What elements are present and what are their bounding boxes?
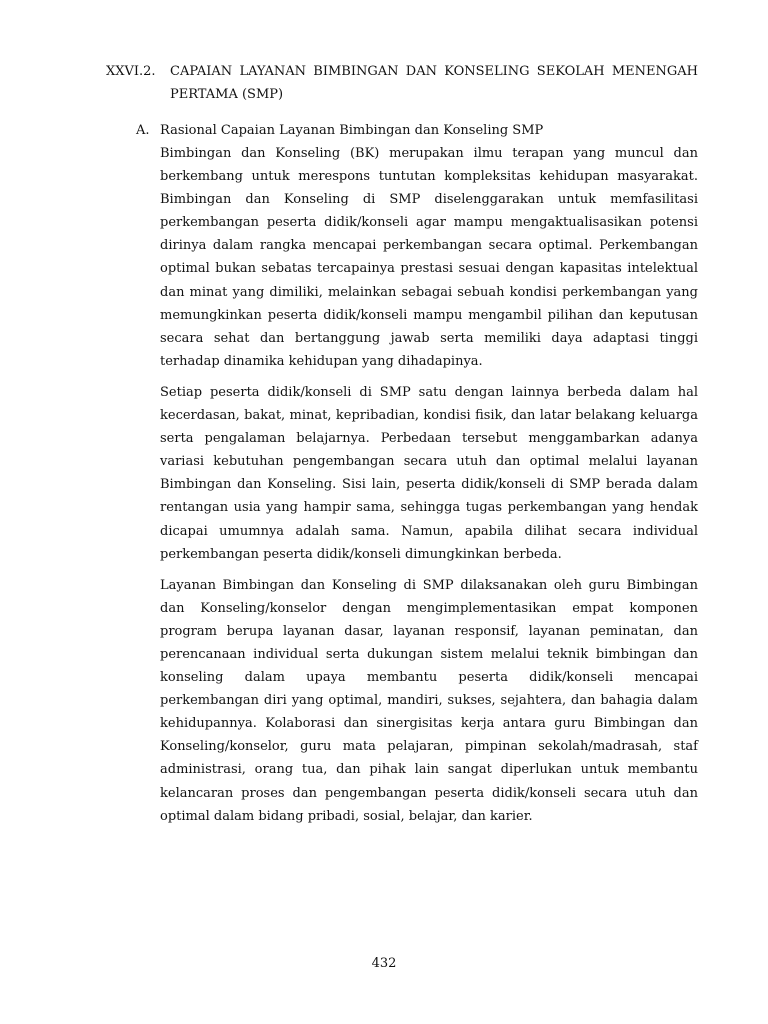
paragraph: Bimbingan dan Konseling (BK) merupakan ilmu terapan yang muncul dan berkembang untuk merespons tuntutan kompleksitas kehidupan masyarakat. Bimbingan dan Konseling di SMP diselenggarakan untuk memfasilitasi perkembangan peserta didik/konseli agar mampu mengaktualisasikan potensi dirinya dalam rangka mencapai perkembangan secara optimal. Perkembangan optimal bukan sebatas tercapainya prestasi sesuai dengan kapasitas intelektual dan minat yang dimiliki, melainkan sebagai sebuah kondisi perkembangan yang memungkinkan peserta didik/konseli mampu mengambil pilihan dan keputusan secara sehat dan bertanggung jawab serta memiliki daya adaptasi tinggi terhadap dinamika kehidupan yang dihadapinya. [160, 146, 698, 369]
chapter-heading [106, 60, 698, 106]
page-number: 432 [371, 956, 397, 971]
section-letter: A. [136, 123, 150, 138]
chapter-title: CAPAIAN LAYANAN BIMBINGAN DAN KONSELING SEKOLAH MENENGAH PERTAMA (SMP) [170, 64, 698, 102]
body-text [160, 142, 698, 836]
section-title: Rasional Capaian Layanan Bimbingan dan Konseling SMP [160, 123, 544, 138]
section-heading [136, 119, 698, 142]
paragraph: Setiap peserta didik/konseli di SMP satu dengan lainnya berbeda dalam hal kecerdasan, bakat, minat, kepribadian, kondisi fisik, dan latar belakang keluarga serta pengalaman belajarnya. Perbedaan tersebut menggambarkan adanya variasi kebutuhan pengembangan secara utuh dan optimal melalui layanan Bimbingan dan Konseling. Sisi lain, peserta didik/konseli di SMP berada dalam rentangan usia yang hampir sama, sehingga tugas perkembangan yang hendak dicapai umumnya adalah sama. Namun, apabila dilihat secara individual perkembangan peserta didik/konseli dimungkinkan berbeda. [160, 384, 698, 562]
paragraph: Layanan Bimbingan dan Konseling di SMP dilaksanakan oleh guru Bimbingan dan Konseling/konselor dengan mengimplementasikan empat komponen program berupa layanan dasar, layanan responsif, layanan peminatan, dan perencanaan individual serta dukungan sistem melalui teknik bimbingan dan konseling dalam upaya membantu peserta didik/konseli mencapai perkembangan diri yang optimal, mandiri, sukses, sejahtera, dan bahagia dalam kehidupannya. Kolaborasi dan sinergisitas kerja antara guru Bimbingan dan Konseling/konselor, guru mata pelajaran, pimpinan sekolah/madrasah, staf administrasi, orang tua, dan pihak lain sangat diperlukan untuk membantu kelancaran proses dan pengembangan peserta didik/konseli secara utuh dan optimal dalam bidang pribadi, sosial, belajar, dan karier. [160, 577, 698, 824]
chapter-number: XXVI.2. [106, 64, 156, 79]
